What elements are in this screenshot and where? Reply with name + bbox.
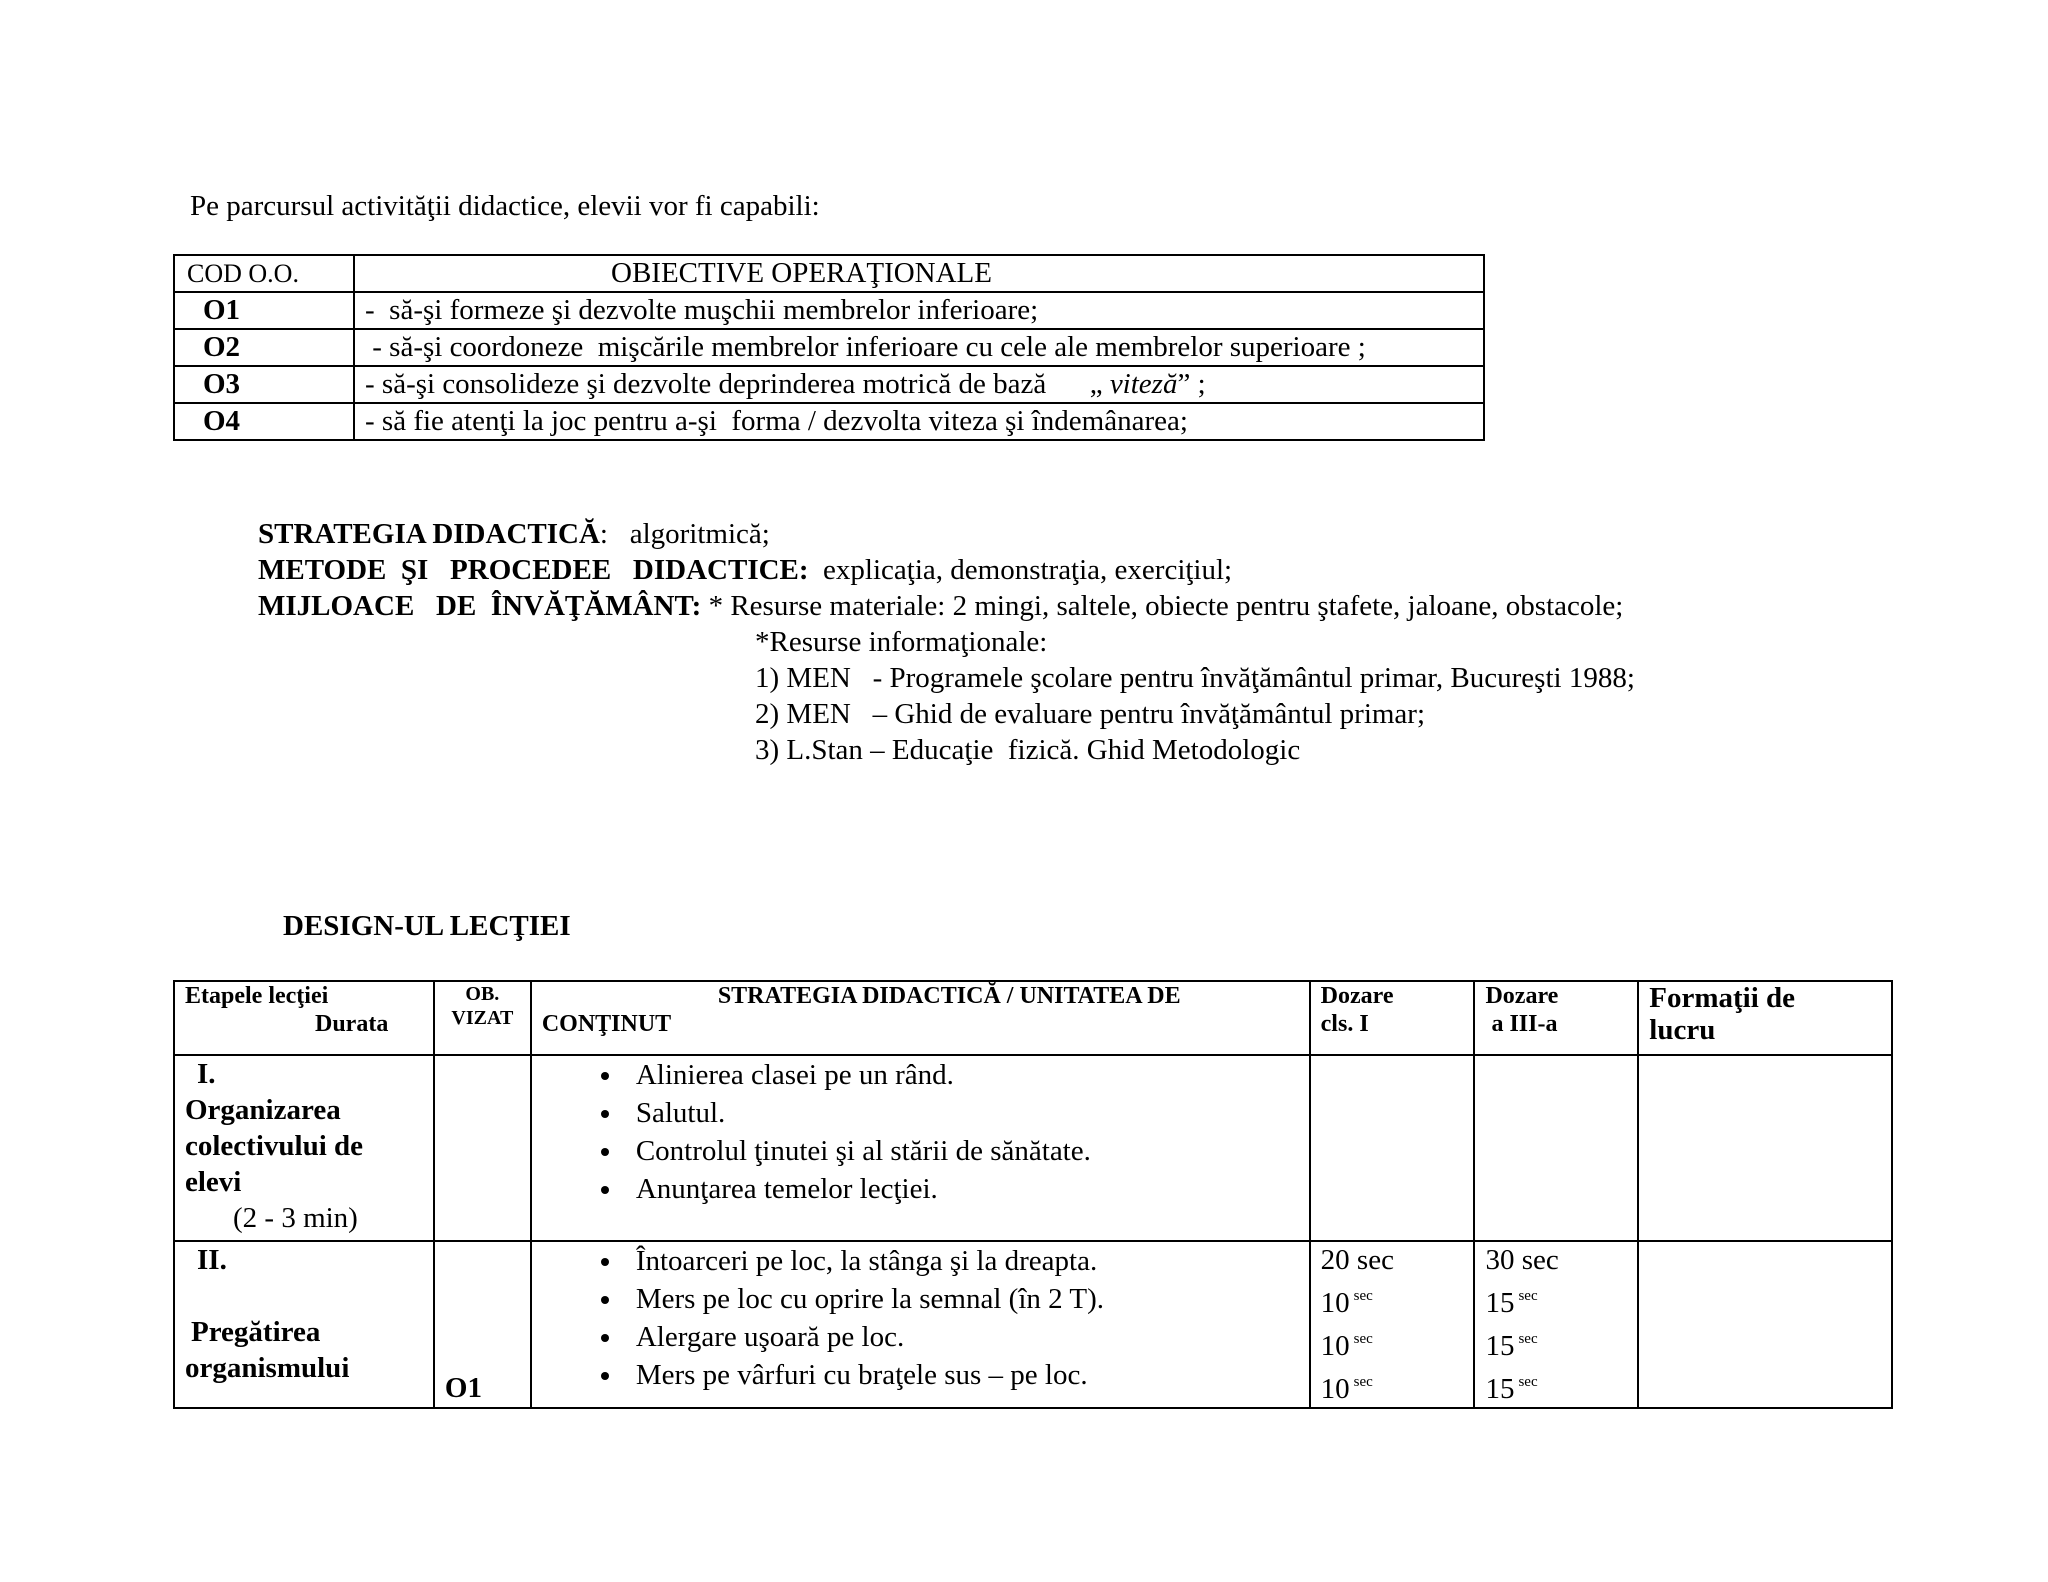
list-item: • Mers pe loc cu oprire la semnal (în 2 T). [624, 1280, 1299, 1318]
table-row [174, 292, 1484, 329]
objective-code: O4 [174, 403, 354, 440]
dozare-value-row: 15 $^{sec}$ [1485, 1287, 1538, 1319]
objective-code: O3 [174, 366, 354, 403]
table-row [174, 1055, 1892, 1241]
objective-text: - să-şi coordoneze mişcările membrelor inferioare cu cele ale membrelor superioare ; [354, 329, 1484, 366]
methods-label: METODE ŞI PROCEDEE DIDACTICE: [258, 554, 809, 586]
list-item: • Controlul ţinutei şi al stării de sănătate. [624, 1132, 1299, 1170]
header-stage: Etapele lecţiei Durata [174, 981, 434, 1055]
intro-text: Pe parcursul activităţii didactice, elevii vor fi capabili: [190, 190, 820, 222]
stage-cell: II. Pregătirea organismului [174, 1241, 434, 1408]
objective-tail: ” ; [1177, 368, 1206, 400]
table-row [174, 366, 1484, 403]
means-label: MIJLOACE DE ÎNVĂŢĂMÂNT: [258, 590, 702, 622]
header-dozare-3: Dozare a III-a [1474, 981, 1638, 1055]
content-cell [531, 1055, 1310, 1241]
means-value: * Resurse materiale: 2 mingi, saltele, obiecte pentru ştafete, jaloane, obstacole; [701, 590, 1624, 622]
means-line [258, 588, 1623, 624]
header-strategy: STRATEGIA DIDACTICĂ / UNITATEA DE CONŢINUT [531, 981, 1310, 1055]
stage-duration: (2 - 3 min) [233, 1202, 358, 1234]
header-dozare-1: Dozare cls. I [1310, 981, 1475, 1055]
content-list [542, 1056, 1299, 1208]
header-ob: OB. VIZAT [434, 981, 531, 1055]
stage-cell: I. Organizarea colectivului de elevi (2 - 3 min) [174, 1055, 434, 1241]
table-row [174, 329, 1484, 366]
list-item: • Întoarceri pe loc, la stânga şi la dreapta. [624, 1242, 1299, 1280]
objective-code: O1 [174, 292, 354, 329]
list-item: • Alergare uşoară pe loc. [624, 1318, 1299, 1356]
content-list [542, 1242, 1299, 1394]
dozare-value-row: 15 $^{sec}$ [1485, 1373, 1538, 1405]
content-cell [531, 1241, 1310, 1408]
dozare-1-cell [1310, 1241, 1475, 1408]
header-formations: Formaţii de lucru [1638, 981, 1892, 1055]
code-header: COD O.O. [174, 255, 354, 292]
objectives-table [173, 254, 1485, 441]
strategy-value: : algoritmică; [599, 518, 770, 550]
table-row [174, 403, 1484, 440]
objective-text: - să fie atenţi la joc pentru a-şi forma / dezvolta viteza şi îndemânarea; [354, 403, 1484, 440]
dozare-value: 20 sec [1320, 1244, 1394, 1276]
objective-text: - să-şi consolideze şi dezvolte deprinderea motrică de bază „ [365, 368, 1110, 400]
dozare-value: 30 sec [1485, 1244, 1559, 1276]
objective-italic: viteză [1109, 368, 1178, 400]
dozare-3-cell [1474, 1055, 1638, 1241]
strategy-label: STRATEGIA DIDACTICĂ [258, 518, 600, 550]
list-item: • Salutul. [624, 1094, 1299, 1132]
resource-line: *Resurse informaţionale: [755, 626, 1048, 658]
resource-line: 3) L.Stan – Educaţie fizică. Ghid Metodologic [755, 734, 1301, 766]
dozare-value-row: 10 $^{sec}$ [1320, 1330, 1373, 1362]
resource-line: 1) MEN - Programele şcolare pentru învăţământul primar, Bucureşti 1988; [755, 662, 1635, 694]
resource-line: 2) MEN – Ghid de evaluare pentru învăţământul primar; [755, 698, 1426, 730]
list-item: • Mers pe vârfuri cu braţele sus – pe loc. [624, 1356, 1299, 1394]
dozare-value-row: 15 $^{sec}$ [1485, 1330, 1538, 1362]
table-header-row [174, 981, 1892, 1055]
formations-cell [1638, 1055, 1892, 1241]
design-table [173, 980, 1893, 1409]
formations-cell [1638, 1241, 1892, 1408]
list-item: • Alinierea clasei pe un rând. [624, 1056, 1299, 1094]
objectives-header: OBIECTIVE OPERAŢIONALE [354, 255, 1484, 292]
list-item: • Anunţarea temelor lecţiei. [624, 1170, 1299, 1208]
dozare-1-cell [1310, 1055, 1475, 1241]
methods-line [258, 552, 1232, 588]
dozare-value-row: 10 $^{sec}$ [1320, 1373, 1373, 1405]
table-row [174, 255, 1484, 292]
dozare-3-cell [1474, 1241, 1638, 1408]
methods-value: explicaţia, demonstraţia, exerciţiul; [808, 554, 1233, 586]
objective-text-o3 [354, 366, 1484, 403]
ob-cell: O1 [434, 1241, 531, 1408]
objective-text: - să-şi formeze şi dezvolte muşchii membrelor inferioare; [354, 292, 1484, 329]
table-row [174, 1241, 1892, 1408]
strategy-line [258, 516, 770, 552]
dozare-value-row: 10 $^{sec}$ [1320, 1287, 1373, 1319]
objective-code: O2 [174, 329, 354, 366]
ob-cell [434, 1055, 531, 1241]
design-title: DESIGN-UL LECŢIEI [283, 910, 571, 942]
